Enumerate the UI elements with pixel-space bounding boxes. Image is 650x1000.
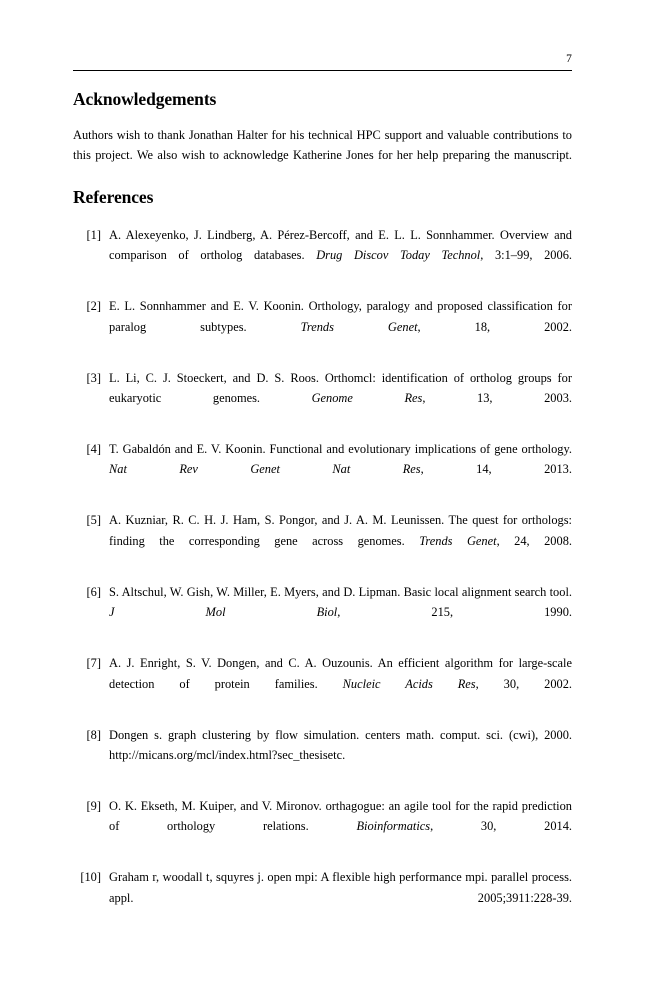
reference-details: , 18, 2002. <box>417 319 572 334</box>
reference-item <box>73 368 572 429</box>
reference-title: Orthomcl: identification of ortholog groups for eukaryotic genomes. <box>109 370 573 405</box>
reference-title: An efficient algorithm for large-scale detection of protein families. <box>109 656 573 691</box>
reference-text <box>109 867 572 928</box>
reference-authors: L. Li, C. J. Stoeckert, and D. S. Roos. <box>109 370 325 385</box>
reference-title: Orthology, paralogy and proposed classification for paralog subtypes. <box>109 299 572 334</box>
reference-item <box>73 796 572 857</box>
reference-journal: Trends Genet <box>419 533 497 548</box>
reference-title: Basic local alignment search tool. <box>403 584 572 599</box>
reference-journal: Trends Genet <box>300 319 418 334</box>
reference-label: [2] <box>86 299 101 314</box>
reference-title: Functional and evolutionary implications of gene orthology. <box>269 442 572 457</box>
reference-authors: T. Gabaldón and E. V. Koonin. <box>109 442 270 457</box>
reference-details: , 13, 2003. <box>422 390 572 405</box>
reference-item <box>73 653 572 714</box>
reference-text <box>109 296 572 357</box>
reference-text <box>109 582 572 643</box>
reference-authors: S. Altschul, W. Gish, W. Miller, E. Myers, and D. Lipman. <box>109 584 404 599</box>
reference-details: , 30, 2002. <box>475 676 572 691</box>
reference-item <box>73 725 572 786</box>
reference-title: orthagogue: an agile tool for the rapid prediction of orthology relations. <box>109 799 573 834</box>
references-heading: References <box>73 186 154 207</box>
reference-text <box>109 225 572 286</box>
reference-item <box>73 510 572 571</box>
reference-item <box>73 225 572 286</box>
reference-journal: Drug Discov Today Technol <box>316 248 481 263</box>
acknowledgements-heading: Acknowledgements <box>73 89 217 109</box>
reference-authors: A. Alexeyenko, J. Lindberg, A. Pérez-Bercoff, and E. L. L. Sonnhammer. <box>109 227 500 242</box>
reference-journal: J Mol Biol <box>109 605 338 620</box>
reference-authors: Dongen s. graph clustering by flow simulation. centers math. comput. sci. (cwi), 2000. http://micans.org/mcl/index.html?sec_thesisetc. <box>109 727 572 762</box>
reference-list <box>73 225 572 928</box>
reference-label: [8] <box>86 727 101 742</box>
header-rule <box>73 70 572 71</box>
reference-label: [1] <box>86 227 101 242</box>
reference-label: [4] <box>86 442 101 457</box>
reference-details: , 215, 1990. <box>337 605 572 620</box>
reference-authors: Graham r, woodall t, squyres j. open mpi: A flexible high performance mpi. parallel process. appl. 2005;3911:228-39. <box>109 870 572 905</box>
reference-text <box>109 796 572 857</box>
reference-authors: A. Kuzniar, R. C. H. J. Ham, S. Pongor, and J. A. M. Leunissen. <box>109 513 449 528</box>
reference-journal: Genome Res <box>311 390 423 405</box>
reference-text <box>109 510 572 571</box>
reference-authors: O. K. Ekseth, M. Kuiper, and V. Mironov. <box>109 799 326 814</box>
page-number: 7 <box>566 53 572 65</box>
reference-label: [5] <box>86 513 101 528</box>
reference-label: [10] <box>80 870 101 885</box>
reference-item <box>73 296 572 357</box>
reference-details: , 14, 2013. <box>420 462 572 477</box>
reference-journal: Nat Rev Genet Nat Res <box>109 462 421 477</box>
reference-journal: Nucleic Acids Res <box>342 676 476 691</box>
acknowledgements-paragraph: Authors wish to thank Jonathan Halter for his technical HPC support and valuable contributions to this project. We also wish to acknowledge Katherine Jones for her help preparing the manuscript. <box>73 128 572 163</box>
reference-text <box>109 368 572 429</box>
reference-details: , 30, 2014. <box>430 819 572 834</box>
reference-title: Overview and comparison of ortholog databases. <box>109 227 573 263</box>
reference-title: The quest for orthologs: finding the corresponding gene across genomes. <box>109 513 572 548</box>
reference-label: [3] <box>86 370 101 385</box>
reference-item <box>73 867 572 928</box>
reference-label: [9] <box>86 799 101 814</box>
reference-text <box>109 653 572 714</box>
reference-text <box>109 725 572 786</box>
reference-text <box>109 439 572 500</box>
acknowledgements-body <box>73 125 572 186</box>
reference-label: [7] <box>86 656 101 671</box>
page-header <box>73 52 572 71</box>
reference-label: [6] <box>86 584 101 599</box>
reference-authors: E. L. Sonnhammer and E. V. Koonin. <box>109 299 309 314</box>
reference-details: , 3:1–99, 2006. <box>480 248 572 263</box>
reference-item <box>73 439 572 500</box>
reference-details: , 24, 2008. <box>496 533 572 548</box>
reference-authors: A. J. Enright, S. V. Dongen, and C. A. Ouzounis. <box>109 656 378 671</box>
reference-journal: Bioinformatics <box>356 819 431 834</box>
page-content <box>73 88 572 928</box>
reference-item <box>73 582 572 643</box>
